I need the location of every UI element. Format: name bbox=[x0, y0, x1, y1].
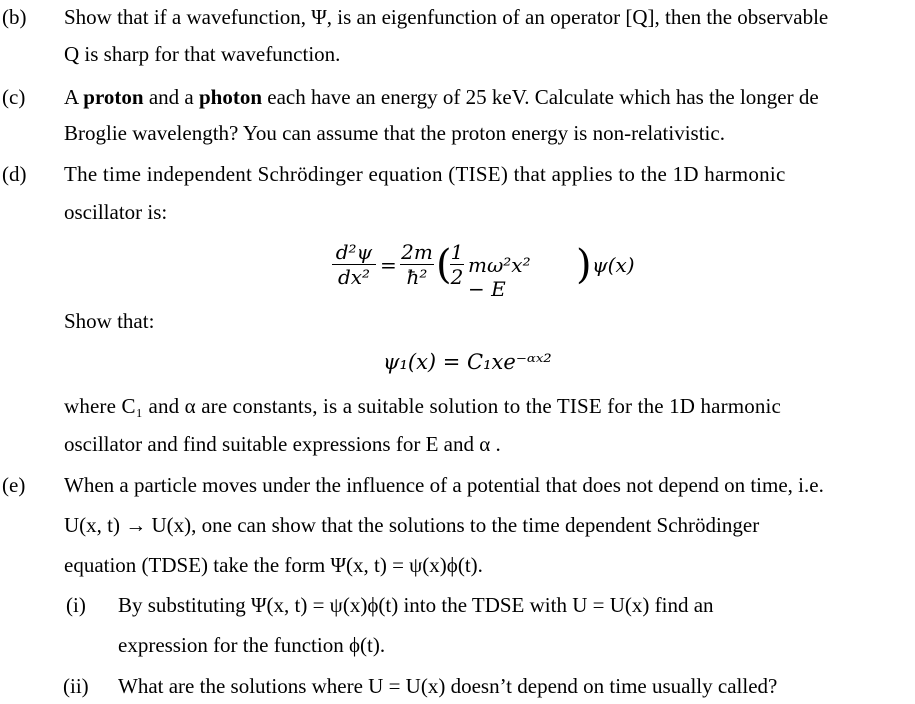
part-b-line-1: Show that if a wavefunction, Ψ, is an eigenfunction of an operator [Q], then the observable bbox=[64, 5, 829, 29]
tise-lhs-fraction bbox=[332, 240, 376, 289]
part-d-line-1: The time independent Schrödinger equation (TISE) that applies to the 1D harmonic bbox=[64, 162, 786, 186]
part-e-i-line-2: expression for the function ϕ(t). bbox=[118, 633, 386, 657]
tise-coef-numerator: 2m bbox=[401, 240, 433, 264]
solution-equation: ψ₁(x) = C₁xe⁻ᵅˣ² bbox=[383, 350, 552, 374]
part-e-line-3: equation (TDSE) take the form Ψ(x, t) = ψ(x)ϕ(t). bbox=[64, 553, 483, 577]
part-c-text-a: A bbox=[64, 85, 79, 109]
tise-term: mω²x² − E bbox=[468, 253, 531, 301]
part-e-ii-label: (ii) bbox=[63, 674, 89, 698]
tise-left-paren: ( bbox=[436, 242, 452, 288]
part-e-line-1: When a particle moves under the influence of a potential that does not depend on time, i.e. bbox=[64, 473, 824, 497]
part-d-last-line: oscillator and find suitable expressions for E and α . bbox=[64, 432, 501, 456]
tise-lhs-denominator: dx² bbox=[337, 265, 371, 289]
part-c-text-b: and a bbox=[148, 85, 194, 109]
part-c-photon: photon bbox=[198, 85, 262, 109]
tise-half-numerator: 1 bbox=[450, 240, 464, 264]
tise-lhs-numerator: d²ψ bbox=[335, 240, 373, 264]
show-that-label: Show that: bbox=[64, 309, 155, 333]
part-c-line-1 bbox=[64, 84, 819, 110]
part-d-line-2: oscillator is: bbox=[64, 200, 168, 224]
part-e-ii-line-1: What are the solutions where U = U(x) doesn’t depend on time usually called? bbox=[118, 674, 778, 698]
part-c-line-2: Broglie wavelength? You can assume that the proton energy is non-relativistic. bbox=[64, 121, 725, 145]
part-c-proton: proton bbox=[83, 85, 144, 109]
tise-rhs: ψ(x) bbox=[592, 253, 635, 277]
tise-half-fraction bbox=[450, 240, 464, 289]
part-b-line-2: Q is sharp for that wavefunction. bbox=[64, 42, 341, 66]
part-e-label: (e) bbox=[2, 473, 26, 497]
part-d-where-line: where C₁ and α are constants, is a suitable solution to the TISE for the 1D harmonic bbox=[64, 394, 781, 418]
part-e-line-2: U(x, t) → U(x), one can show that the solutions to the time dependent Schrödinger bbox=[64, 513, 760, 537]
part-c-text-c: each have an energy of 25 keV. Calculate which has the longer de bbox=[267, 85, 819, 109]
part-e-i-line-1: By substituting Ψ(x, t) = ψ(x)ϕ(t) into the TDSE with U = U(x) find an bbox=[118, 593, 714, 617]
tise-right-paren: ) bbox=[576, 242, 592, 288]
part-c-label: (c) bbox=[2, 85, 26, 109]
tise-coef-fraction bbox=[400, 240, 434, 289]
tise-coef-denominator: ħ² bbox=[406, 265, 428, 289]
part-b-label: (b) bbox=[2, 5, 27, 29]
part-e-i-label: (i) bbox=[66, 593, 86, 617]
part-d-label: (d) bbox=[2, 162, 27, 186]
tise-equals: = bbox=[380, 253, 397, 277]
tise-half-denominator: 2 bbox=[450, 265, 464, 289]
